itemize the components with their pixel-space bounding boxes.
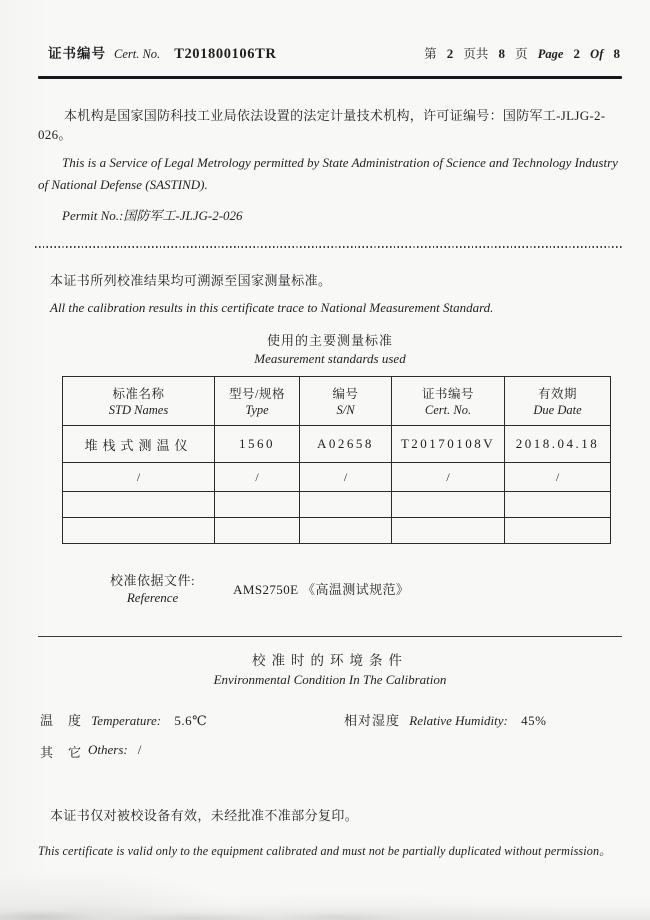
column-header-en: STD Names xyxy=(108,403,169,418)
temperature-value: 5.6℃ xyxy=(174,713,208,729)
page-total-cn: 8 xyxy=(498,46,505,61)
cell-type: / xyxy=(215,463,300,492)
page-header xyxy=(38,42,622,63)
page-word-page: Page xyxy=(537,47,564,61)
environment-title xyxy=(38,649,622,688)
cell-cert-no xyxy=(392,492,505,518)
column-header-cert-no xyxy=(392,377,505,426)
traceability-en: All the calibration results in this certificate trace to National Measurement Standard. xyxy=(50,300,494,316)
cert-no-label-cn: 证书编号 xyxy=(48,46,106,61)
standards-title-cn: 使用的主要测量标准 xyxy=(266,333,393,349)
cell-std-name xyxy=(63,492,215,518)
reference-value: AMS2750E 《高温测试规范》 xyxy=(233,581,410,597)
cell-type: 1560 xyxy=(215,426,300,463)
temperature-label-en: Temperature: xyxy=(91,713,162,729)
table-header-row xyxy=(63,377,611,426)
column-header-en: Type xyxy=(245,403,269,418)
reference-label-cn: 校准依据文件: xyxy=(110,573,196,589)
bottom-scan-shadow xyxy=(0,906,650,920)
others-value: / xyxy=(137,742,142,758)
header-rule xyxy=(38,76,622,79)
table-row-empty xyxy=(63,492,611,518)
page-indicator xyxy=(417,44,620,62)
temperature-group xyxy=(40,710,344,729)
column-header-en: S/N xyxy=(336,403,355,418)
page-word-ye: 页 xyxy=(515,47,528,61)
others-label-en: Others: xyxy=(88,742,128,758)
cell-type xyxy=(215,518,300,544)
column-header-en: Due Date xyxy=(533,403,582,418)
standards-title xyxy=(38,330,622,367)
cert-no-label-en: Cert. No. xyxy=(114,47,161,61)
column-header-type xyxy=(215,377,300,426)
page-current-en: 2 xyxy=(573,46,581,61)
environment-row-1 xyxy=(38,710,622,729)
permit-line: Permit No.:国防军工-JLJG-2-026 xyxy=(62,208,243,224)
cell-cert-no: / xyxy=(392,463,505,492)
page-word-yegong: 页共 xyxy=(463,47,489,61)
column-header-cn: 标准名称 xyxy=(112,387,165,402)
column-header-en: Cert. No. xyxy=(424,403,472,418)
cell-due-date: / xyxy=(505,463,611,492)
cell-std-name xyxy=(63,518,215,544)
cell-sn xyxy=(300,518,392,544)
cell-sn: A02658 xyxy=(300,426,392,463)
humidity-label-cn: 相对湿度 xyxy=(344,713,401,729)
page-word-of: Of xyxy=(590,47,604,61)
validity-note-en: This certificate is valid only to the equipment calibrated and must not be partially duplicated without permission。 xyxy=(38,844,612,859)
cell-sn xyxy=(300,492,392,518)
environment-row-2 xyxy=(38,742,622,761)
environment-title-en: Environmental Condition In The Calibration xyxy=(213,672,447,688)
environment-title-cn: 校准时的环境条件 xyxy=(252,653,408,669)
intro-paragraph-en: This is a Service of Legal Metrology permitted by State Administration of Science and Technology Industry of National Defense (SASTIND). xyxy=(38,154,618,193)
page-word-di: 第 xyxy=(424,47,437,61)
cell-due-date: 2018.04.18 xyxy=(505,426,611,463)
cell-due-date xyxy=(505,518,611,544)
cell-type xyxy=(215,492,300,518)
standards-title-en: Measurement standards used xyxy=(254,351,406,367)
column-header-sn xyxy=(300,377,392,426)
traceability-cn: 本证书所列校准结果均可溯源至国家测量标准。 xyxy=(50,273,332,289)
temperature-label-cn: 温 度 xyxy=(40,713,83,729)
column-header-cn: 有效期 xyxy=(537,387,577,402)
cell-cert-no xyxy=(392,518,505,544)
column-header-cn: 证书编号 xyxy=(421,387,474,402)
cell-due-date xyxy=(505,492,611,518)
cell-std-name: / xyxy=(63,463,215,492)
reference-section xyxy=(110,570,622,606)
validity-note-section xyxy=(38,805,622,859)
table-row-standard xyxy=(63,426,611,463)
dotted-separator xyxy=(35,246,622,248)
intro-section xyxy=(38,105,622,225)
humidity-value: 45% xyxy=(521,713,547,729)
reference-label xyxy=(110,570,195,606)
column-header-std-names xyxy=(63,377,215,426)
cell-cert-no: T20170108V xyxy=(392,426,505,463)
column-header-cn: 型号/规格 xyxy=(229,387,285,402)
validity-note-cn: 本证书仅对被校设备有效，未经批准不准部分复印。 xyxy=(50,808,359,824)
cert-number-group xyxy=(48,42,276,63)
table-row-empty xyxy=(63,518,611,544)
column-header-cn: 编号 xyxy=(332,387,359,402)
page-total-en: 8 xyxy=(613,46,620,61)
standards-table xyxy=(62,376,611,544)
reference-label-en: Reference xyxy=(126,590,179,606)
traceability-section xyxy=(38,270,622,316)
humidity-label-en: Relative Humidity: xyxy=(409,713,508,729)
humidity-group xyxy=(344,710,546,729)
column-header-due-date xyxy=(505,377,611,426)
intro-paragraph-cn: 本机构是国家国防科技工业局依法设置的法定计量技术机构，许可证编号：国防军工-JLJG-2-026。 xyxy=(38,107,606,142)
cell-sn: / xyxy=(300,463,392,492)
page-current-cn: 2 xyxy=(446,46,454,61)
cell-std-name: 堆栈式测温仪 xyxy=(63,426,215,463)
table-row-slash xyxy=(63,463,611,492)
cert-number: T201800106TR xyxy=(174,46,277,62)
others-label-cn: 其 它 xyxy=(40,745,83,761)
section-rule xyxy=(38,636,622,637)
